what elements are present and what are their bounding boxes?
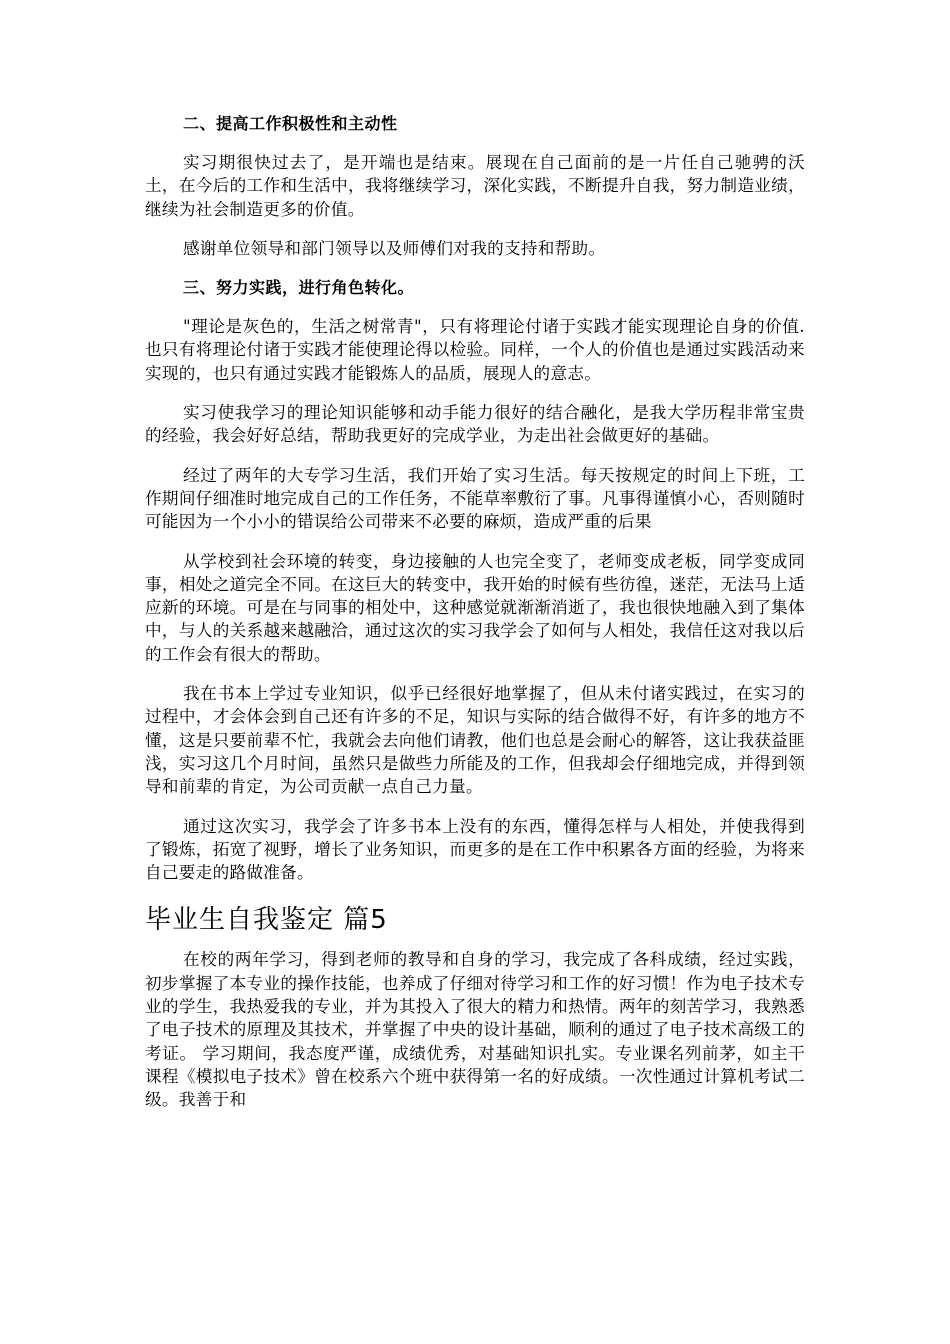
paragraph: 实习使我学习的理论知识能够和动手能力很好的结合融化，是我大学历程非常宝贵的经验，我会好好总结，帮助我更好的完成学业，为走出社会做更好的基础。	[145, 403, 805, 446]
section-heading-2: 二、提高工作积极性和主动性	[183, 114, 398, 133]
section-heading-3: 三、努力实践，进行角色转化。	[183, 278, 415, 298]
paragraph: 从学校到社会环境的转变，身边接触的人也完全变了，老师变成老板，同学变成同事，相处之道完全不同。在这巨大的转变中，我开始的时候有些彷徨，迷茫，无法马上适应新的环境。可是在与同事的相处中，这种感觉就渐渐消逝了，我也很快地融入到了集体中，与人的关系越来越融洽，通过这次的实习我学会了如何与人相处，我信任这对我以后的工作会有很大的帮助。	[145, 551, 805, 664]
paragraph: 感谢单位领导和部门领导以及师傅们对我的支持和帮助。	[183, 238, 606, 258]
document-page	[145, 112, 805, 1128]
paragraph: "理论是灰色的，生活之树常青"，只有将理论付诸于实践才能实现理论自身的价值.也只有将理论付诸于实践才能使理论得以检验。同样，一个人的价值也是通过实践活动来实现的，也只有通过实践才能锻炼人的品质，展现人的意志。	[145, 317, 805, 383]
paragraph: 经过了两年的大专学习生活，我们开始了实习生活。每天按规定的时间上下班，工作期间仔细准时地完成自己的工作任务，不能草率敷衍了事。凡事得谨慎小心，否则随时可能因为一个小小的错误给公司带来不必要的麻烦，造成严重的后果	[145, 465, 805, 532]
section-title: 毕业生自我鉴定 篇5	[145, 905, 388, 936]
paragraph: 通过这次实习，我学会了许多书本上没有的东西，懂得怎样与人相处，并使我得到了锻炼，拓宽了视野，增长了业务知识，而更多的是在工作中积累各方面的经验，为将来自己要走的路做准备。	[145, 816, 805, 883]
paragraph: 在校的两年学习，得到老师的教导和自身的学习，我完成了各科成绩，经过实践，初步掌握了本专业的操作技能，也养成了仔细对待学习和工作的好习惯！作为电子技术专业的学生，我热爱我的专业，并为其投入了很大的精力和热情。两年的刻苦学习，我熟悉了电子技术的原理及其技术，并掌握了中央的设计基础，顺利的通过了电子技术高级工的考证。 学习期间，我态度严谨，成绩优秀，对基础知识扎实。专业课名列前茅，如主干课程《模拟电子技术》曾在校系六个班中获得第一名的好成绩。一次性通过计算机考试二级。我善于和	[145, 950, 805, 1110]
paragraph: 我在书本上学过专业知识，似乎已经很好地掌握了，但从未付诸实践过，在实习的过程中，才会体会到自己还有许多的不足，知识与实际的结合做得不好，有许多的地方不懂，这是只要前辈不忙，我就会去向他们请教，他们也总是会耐心的解答，这让我获益匪浅，实习这几个月时间，虽然只是做些力所能及的工作，但我却会仔细地完成，并得到领导和前辈的肯定，为公司贡献一点自己力量。	[145, 684, 805, 797]
paragraph: 实习期很快过去了，是开端也是结束。展现在自己面前的是一片任自己驰骋的沃土，在今后的工作和生活中，我将继续学习，深化实践，不断提升自我，努力制造业绩，继续为社会制造更多的价值。	[145, 153, 805, 219]
